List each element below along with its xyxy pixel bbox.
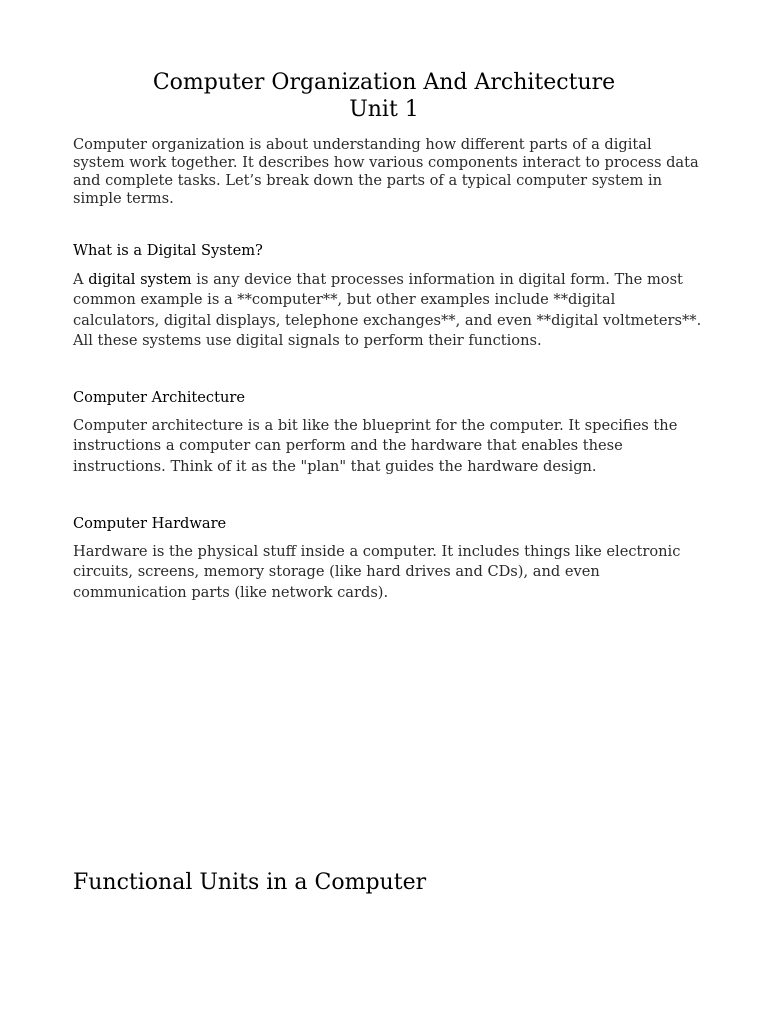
term-digital-system: digital system <box>88 271 192 288</box>
document-subtitle: Unit 1 <box>349 97 419 122</box>
document-title: Computer Organization And Architecture <box>152 70 616 95</box>
paragraph-digital-system-rest: is any device that processes information in digital form. The most common example is a **computer**, but other examples include **digital calculators, digital displays, telephone exchanges**, and even **digital voltmeters**. All these systems use digital signals to perform their functions. <box>73 271 702 349</box>
paragraph-digital-system <box>73 270 705 351</box>
paragraph-computer-hardware: Hardware is the physical stuff inside a computer. It includes things like electronic circuits, screens, memory storage (like hard drives and CDs), and even communication parts (like network cards). <box>73 543 681 601</box>
heading-computer-hardware: Computer Hardware <box>73 515 227 532</box>
paragraph-computer-architecture: Computer architecture is a bit like the blueprint for the computer. It specifies the instructions a computer can perform and the hardware that enables these instructions. Think of it as the "plan" that guides the hardware design. <box>73 417 678 475</box>
section-title-functional-units: Functional Units in a Computer <box>73 870 427 895</box>
heading-digital-system: What is a Digital System? <box>73 242 263 259</box>
paragraph-digital-system-prefix: A <box>73 271 89 288</box>
heading-computer-architecture: Computer Architecture <box>73 389 245 406</box>
intro-paragraph: Computer organization is about understanding how different parts of a digital system work together. It describes how various components interact to process data and complete tasks. Let’s break down the parts of a typical computer system in simple terms. <box>73 136 699 207</box>
